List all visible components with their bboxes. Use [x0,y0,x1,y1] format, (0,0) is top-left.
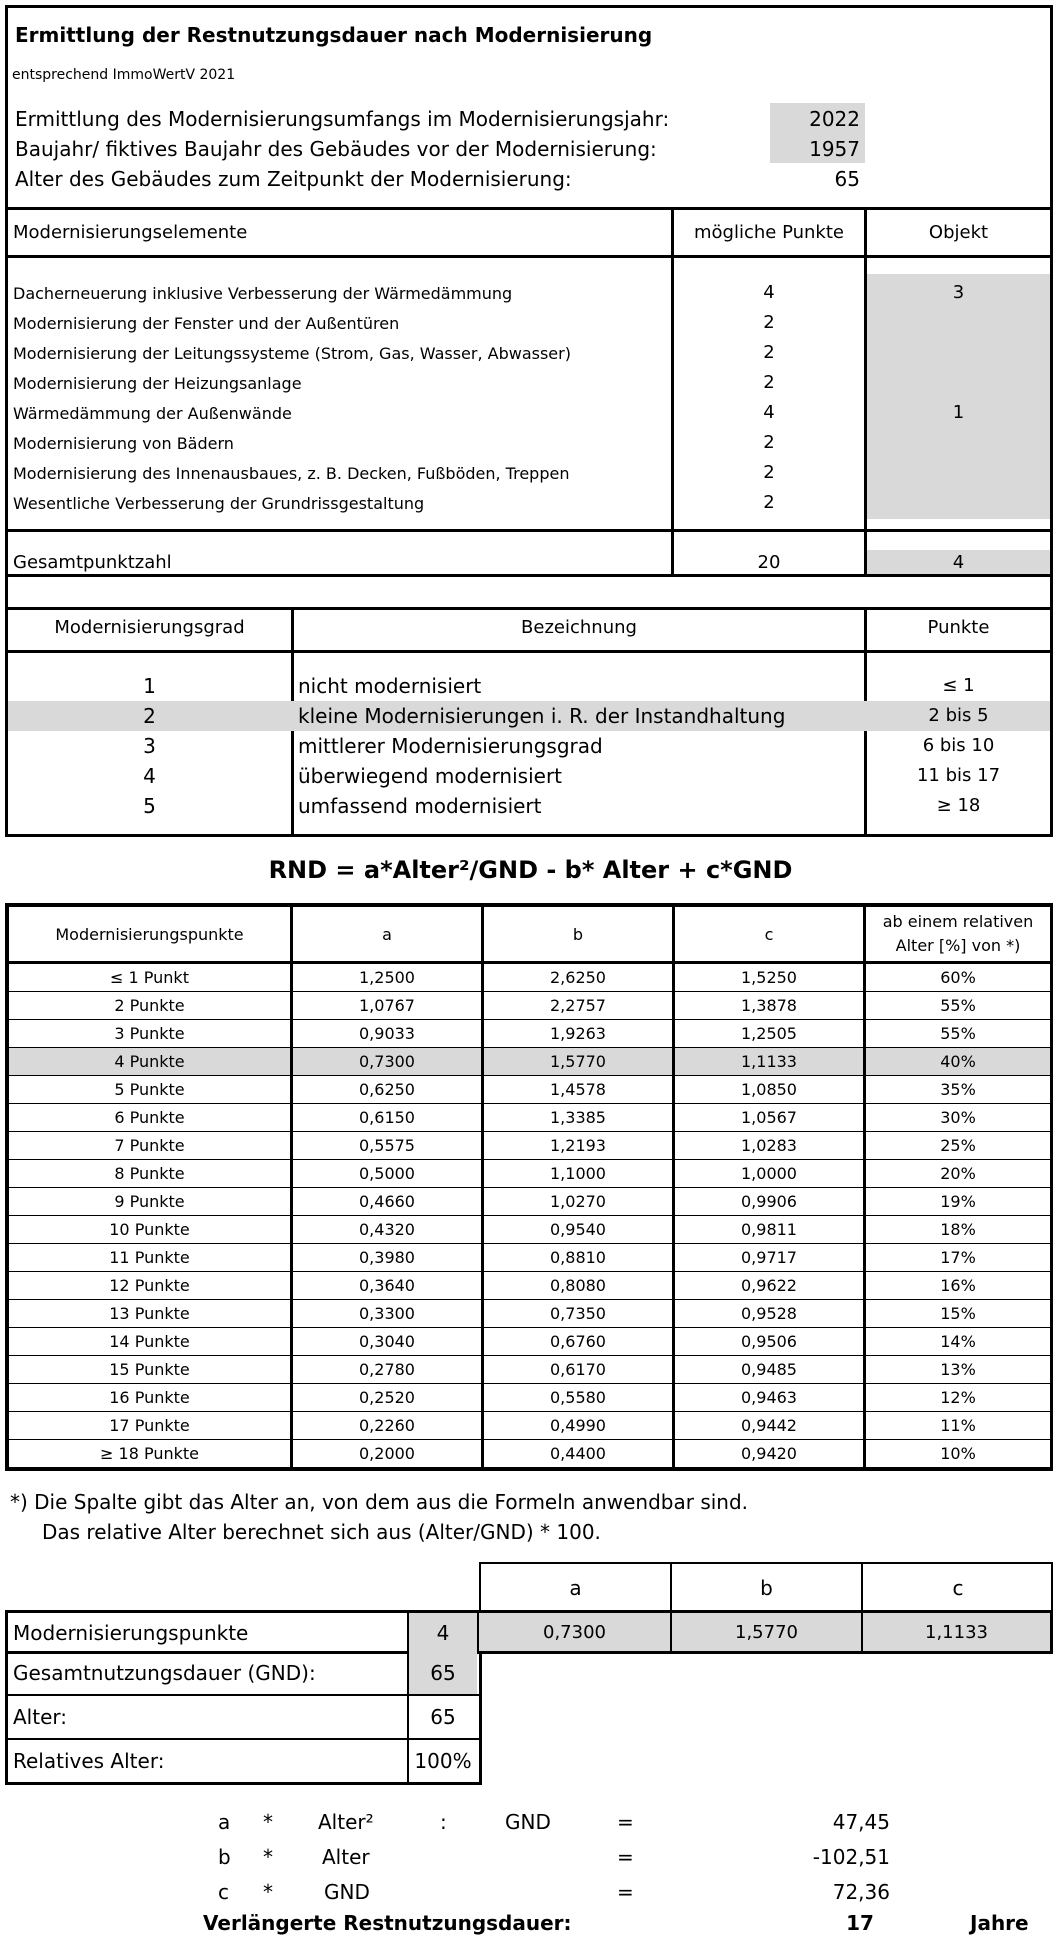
elements-section: Modernisierungselemente mögliche Punkte Objekt Dacherneuerung inklusive Verbesserung der Wärmedämmung 4 3 Modernisierung der Fenster und der Außentüren 2 Modernisierung der Leitungssysteme (Strom, Gas, Wasser, Abwasser) 2 Modernisierung der Heizungsanlage 2 Wärmedämmung der Außenwände 4 1 Modernisierung von Bädern 2 Modernisierung des Innenausbaues, z. B. Decken, Fußböden, Treppen 2 Wesentliche Verbesserung der Grundrissgestaltung 2 Gesamtpunktzahl 20 4 [5,207,1053,577]
coef-row: 7 Punkte 0,5575 1,2193 1,0283 25% [9,1132,1051,1160]
total-label: Gesamtpunktzahl [13,552,172,573]
coef-row: 9 Punkte 0,4660 1,0270 0,9906 19% [9,1188,1051,1216]
final-result-label: Verlängerte Restnutzungsdauer: [203,1911,572,1935]
page-title: Ermittlung der Restnutzungsdauer nach Modernisierung [15,23,653,47]
relative-age-value: 100% [414,1749,472,1773]
col-header-element: Modernisierungselemente [13,222,248,243]
col-header-description: Bezeichnung [521,617,637,638]
modernization-year-label: Ermittlung des Modernisierungsumfangs im Modernisierungsjahr: [15,107,670,131]
building-age-label: Alter des Gebäudes zum Zeitpunkt der Modernisierung: [15,167,572,191]
age-value: 65 [430,1705,456,1729]
modernization-year-value: 2022 [809,107,860,131]
calc-c-value: 1,1133 [925,1622,988,1643]
footnote-line-2: Das relative Alter berechnet sich aus (Alter/GND) * 100. [42,1520,601,1544]
col-header-grade-points: Punkte [927,617,990,638]
coef-row: 17 Punkte 0,2260 0,4990 0,9442 11% [9,1412,1051,1440]
col-header-object: Objekt [928,222,989,243]
total-points: 20 [757,552,781,573]
page-subtitle: entsprechend ImmoWertV 2021 [12,67,236,83]
coef-row: 4 Punkte 0,7300 1,5770 1,1133 40% [9,1048,1051,1076]
calc-abc-header: a b c [479,1562,1053,1612]
final-result-value: 17 [846,1911,874,1935]
coef-header-a: a [292,907,483,963]
building-age-value: 65 [834,167,860,191]
build-year-label: Baujahr/ fiktives Baujahr des Gebäudes vor der Modernisierung: [15,137,657,161]
gnd-label: Gesamtnutzungsdauer (GND): [13,1661,316,1685]
coef-header-b: b [483,907,674,963]
calc-row-points: Modernisierungspunkte 4 0,7300 1,5770 1,1133 [5,1610,1053,1654]
coef-row: 6 Punkte 0,6150 1,3385 1,0567 30% [9,1104,1051,1132]
coef-header-c: c [674,907,865,963]
calc-a-value: 0,7300 [543,1622,606,1643]
coef-row: 11 Punkte 0,3980 0,8810 0,9717 17% [9,1244,1051,1272]
age-label: Alter: [13,1705,67,1729]
calc-b-value: 1,5770 [735,1622,798,1643]
coef-row: 3 Punkte 0,9033 1,9263 1,2505 55% [9,1020,1051,1048]
coef-row: 2 Punkte 1,0767 2,2757 1,3878 55% [9,992,1051,1020]
col-header-points: mögliche Punkte [694,222,844,243]
coef-row: 8 Punkte 0,5000 1,1000 1,0000 20% [9,1160,1051,1188]
col-header-grade: Modernisierungsgrad [54,617,245,638]
coef-row: 10 Punkte 0,4320 0,9540 0,9811 18% [9,1216,1051,1244]
coef-row: 14 Punkte 0,3040 0,6760 0,9506 14% [9,1328,1051,1356]
coef-header-points: Modernisierungspunkte [9,907,292,963]
coef-row: ≥ 18 Punkte 0,2000 0,4400 0,9420 10% [9,1440,1051,1468]
relative-age-label: Relatives Alter: [13,1749,165,1773]
coef-row: 16 Punkte 0,2520 0,5580 0,9463 12% [9,1384,1051,1412]
coef-row: 5 Punkte 0,6250 1,4578 1,0850 35% [9,1076,1051,1104]
rnd-formula: RND = a*Alter²/GND - b* Alter + c*GND [268,856,793,884]
final-result-unit: Jahre [970,1911,1029,1935]
coef-header-relative-age: ab einem relativen Alter [%] von *) [865,907,1051,963]
build-year-value: 1957 [809,137,860,161]
coef-row: ≤ 1 Punkt 1,2500 2,6250 1,5250 60% [9,963,1051,992]
calc-inputs [5,1651,482,1785]
coefficient-table [5,903,1053,1471]
coef-row: 13 Punkte 0,3300 0,7350 0,9528 15% [9,1300,1051,1328]
coef-row: 12 Punkte 0,3640 0,8080 0,9622 16% [9,1272,1051,1300]
grade-section: Modernisierungsgrad Bezeichnung Punkte 1 nicht modernisiert ≤ 1 2 kleine Modernisierungen i. R. der Instandhaltung 2 bis 5 3 mittlerer Modernisierungsgrad 6 bis 10 4 überwiegend modernisiert 11 bis 17 5 umfassend modernisiert ≥ 18 [5,574,1053,837]
total-object: 4 [952,552,965,573]
coef-row: 15 Punkte 0,2780 0,6170 0,9485 13% [9,1356,1051,1384]
gnd-value: 65 [430,1661,456,1685]
header-section [5,5,1053,210]
footnote-line-1: *) Die Spalte gibt das Alter an, von dem aus die Formeln anwendbar sind. [10,1490,749,1514]
